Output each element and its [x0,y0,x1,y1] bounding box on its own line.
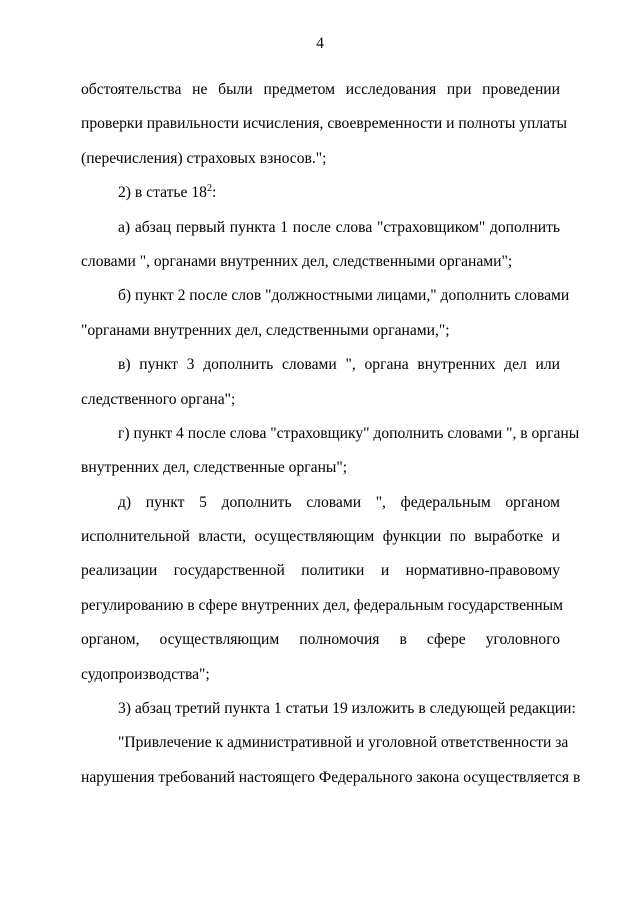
text-line-content: 2) в статье 18 [118,184,207,202]
text-line-content: д) пункт 5 дополнить словами ", федеральным органом [118,493,560,511]
text-line-content: следственного органа"; [81,390,236,408]
text-line-content: нарушения требований настоящего Федерального закона осуществляется в [81,768,581,786]
text-line-content: 3) абзац третий пункта 1 статьи 19 изложить в следующей редакции: [118,700,576,718]
text-line [81,176,560,210]
text-line-content: (перечисления) страховых взносов."; [81,149,327,167]
text-line-content: "Привлечение к административной и уголовной ответственности за [118,734,569,752]
text-line-content: органом, осуществляющим полномочия в сфере уголовного [81,631,560,649]
text-line-content: исполнительной власти, осуществляющим функции по выработке и [81,528,560,546]
text-line-content: проверки правильности исчисления, своевременности и полноты уплаты [81,115,567,133]
text-line [81,417,580,451]
text-line [81,73,560,107]
text-line [81,279,570,313]
text-line [81,692,576,726]
superscript: 2 [206,183,212,195]
text-line [81,726,569,760]
text-line [81,554,560,588]
text-line-content: в) пункт 3 дополнить словами ", органа внутренних дел или [118,356,560,374]
text-line [81,658,560,692]
text-line [81,451,560,485]
text-line [81,211,560,245]
text-line-content: б) пункт 2 после слов "должностными лицами," дополнить словами [118,287,570,305]
text-line-content: реализации государственной политики и нормативно-правовому [81,562,560,580]
text-line [81,589,564,623]
text-line-content: словами ", органами внутренних дел, следственными органами"; [81,252,513,270]
text-line-content: обстоятельства не были предметом исследования при проведении [81,81,560,98]
text-line-content: судопроизводства"; [81,665,210,683]
text-line [81,107,567,141]
text-line [81,383,560,417]
text-line [81,142,560,176]
text-line-content: регулированию в сфере внутренних дел, федеральным государственным [81,596,564,614]
text-line [81,245,560,279]
text-line [81,761,581,795]
text-line [81,623,560,657]
page-number: 4 [316,35,324,52]
document-body [81,73,581,795]
text-line-suffix: : [211,184,217,202]
text-line [81,486,560,520]
text-line [81,520,560,554]
text-line [81,314,560,348]
text-line [81,348,560,382]
text-line-content: а) абзац первый пункта 1 после слова "страховщиком" дополнить [118,218,560,236]
text-line-content: г) пункт 4 после слова "страховщику" дополнить словами ", в органы [118,424,580,442]
text-line-content: "органами внутренних дел, следственными органами,"; [81,321,450,339]
text-line-content: внутренних дел, следственные органы"; [81,459,348,477]
